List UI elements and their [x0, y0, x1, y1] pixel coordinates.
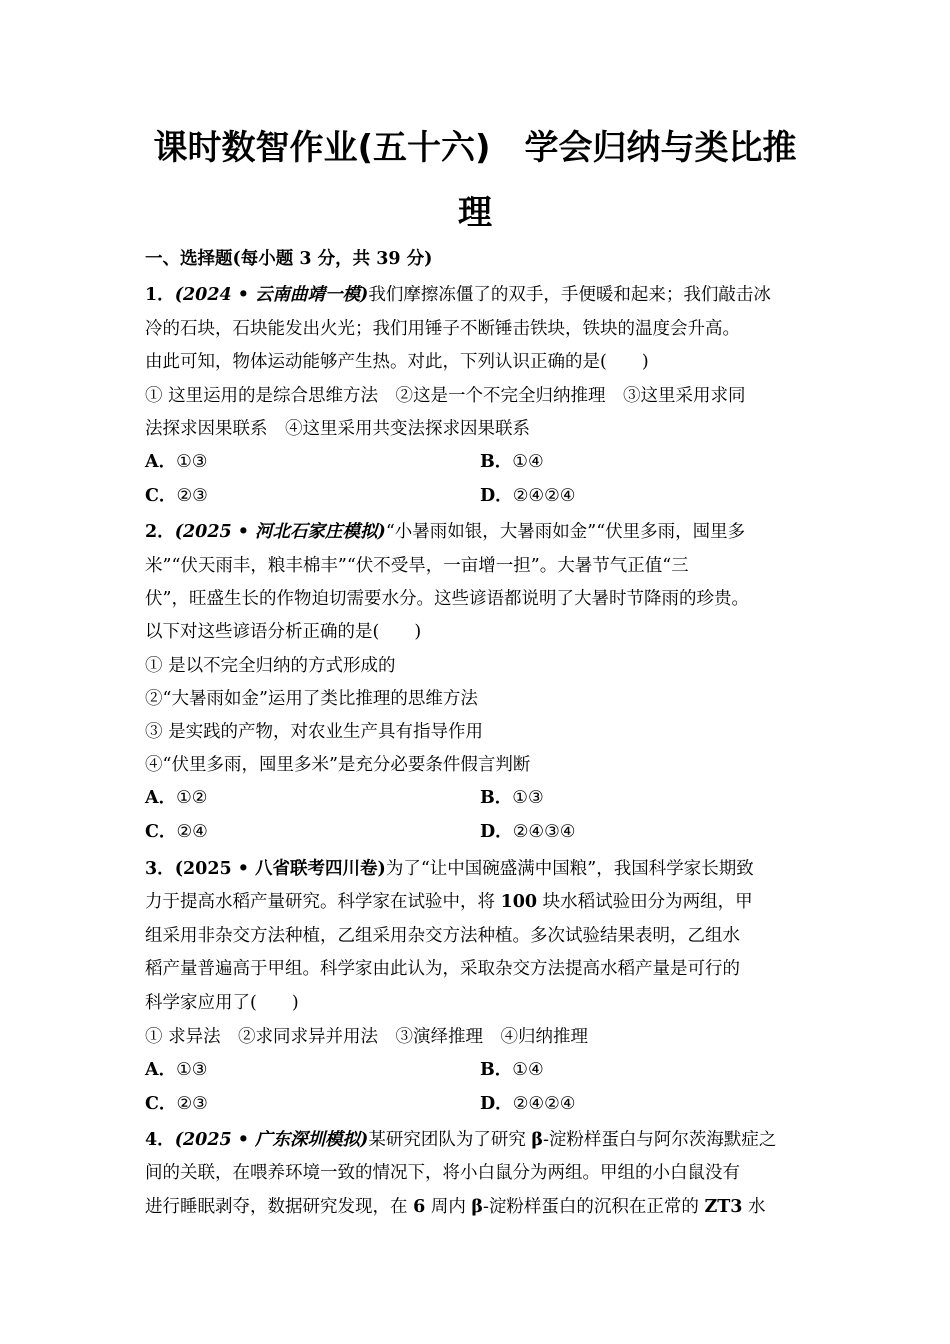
question-2-statement-3: ③ 是实践的产物，对农业生产具有指导作用 [145, 722, 484, 742]
option-text: ②④②④ [512, 1094, 576, 1114]
question-2-option-b[interactable] [480, 787, 544, 809]
question-3-option-a[interactable] [145, 1059, 207, 1081]
stem-number: 100 [500, 892, 538, 912]
option-text: ①④ [512, 1060, 544, 1080]
question-number: 3． [145, 859, 175, 879]
question-number: 1． [145, 285, 175, 305]
stem-text: -淀粉样蛋白的沉积在正常的 [483, 1197, 705, 1217]
question-2-line-3: 伏”，旺盛生长的作物迫切需要水分。这些谚语都说明了大暑时节降雨的珍贵。 [145, 589, 749, 609]
question-source: (2025 • 广东深圳模拟) [174, 1130, 369, 1150]
question-3-line-3: 组采用非杂交方法种植，乙组采用杂交方法种植。多次试验结果表明，乙组水 [145, 926, 740, 946]
option-text: ①④ [512, 452, 544, 472]
question-2-line-2: 米”“伏天雨丰，粮丰棉丰”“伏不受旱，一亩增一担”。大暑节气正值“三 [145, 556, 689, 576]
question-number: 2． [145, 522, 175, 542]
option-label: C． [145, 1094, 177, 1114]
question-3-option-b[interactable] [480, 1059, 544, 1081]
question-3-line-2 [145, 891, 753, 913]
question-stem: 我们摩擦冻僵了的双手，手便暖和起来；我们敲击冰 [368, 285, 771, 305]
option-label: B． [480, 452, 513, 472]
option-label: A． [145, 788, 177, 808]
option-text: ②④ [176, 822, 208, 842]
question-1-statements-2: 法探求因果联系 ④这里采用共变法探求因果联系 [145, 419, 530, 439]
option-text: ②④③④ [512, 822, 576, 842]
stem-text: 周内 [425, 1197, 472, 1217]
question-3-statements: ① 求异法 ②求同求异并用法 ③演绎推理 ④归纳推理 [145, 1027, 589, 1047]
option-text: ①③ [512, 788, 544, 808]
question-3-line-1 [145, 858, 754, 880]
question-2-statement-2: ②“大暑雨如金”运用了类比推理的思维方法 [145, 689, 478, 709]
option-label: C． [145, 822, 177, 842]
question-4-line-3 [145, 1196, 766, 1218]
option-label: A． [145, 452, 177, 472]
question-3-option-c[interactable] [145, 1093, 208, 1115]
option-text: ①③ [176, 452, 208, 472]
question-1-line-1 [145, 284, 771, 306]
question-2-option-c[interactable] [145, 821, 208, 843]
question-3-option-d[interactable] [480, 1093, 575, 1115]
question-source: (2024 • 云南曲靖一模) [174, 285, 369, 305]
option-label: A． [145, 1060, 177, 1080]
question-2-option-a[interactable] [145, 787, 207, 809]
stem-code: ZT3 [704, 1197, 743, 1217]
page-title: 课时数智作业(五十六) 学会归纳与类比推 [153, 128, 797, 168]
option-text: ①② [176, 788, 208, 808]
question-stem: 为了“让中国碗盛满中国粮”，我国科学家长期致 [385, 859, 754, 879]
question-1-line-2: 冷的石块，石块能发出火光；我们用锤子不断锤击铁块，铁块的温度会升高。 [145, 319, 740, 339]
question-2-option-d[interactable] [480, 821, 575, 843]
question-3-line-4: 稻产量普遍高于甲组。科学家由此认为，采取杂交方法提高水稻产量是可行的 [145, 959, 740, 979]
stem-symbol: β [471, 1197, 484, 1217]
question-1-line-3: 由此可知，物体运动能够产生热。对此，下列认识正确的是( ) [145, 352, 649, 372]
question-stem: “小暑雨如银，大暑雨如金”“伏里多雨，囤里多 [385, 522, 746, 542]
stem-text: -淀粉样蛋白与阿尔茨海默症之 [543, 1130, 777, 1150]
option-label: C． [145, 486, 177, 506]
page-title-continued: 理 [458, 193, 492, 233]
question-source: (2025 • 八省联考四川卷) [174, 859, 386, 879]
stem-symbol: β [531, 1130, 544, 1150]
question-source: (2025 • 河北石家庄模拟) [174, 522, 386, 542]
question-1-option-d[interactable] [480, 485, 575, 507]
question-3-line-5: 科学家应用了( ) [145, 993, 299, 1013]
question-1-option-a[interactable] [145, 451, 207, 473]
stem-text: 进行睡眠剥夺，数据研究发现，在 [145, 1197, 414, 1217]
question-2-statement-1: ① 是以不完全归纳的方式形成的 [145, 656, 396, 676]
option-label: B． [480, 1060, 513, 1080]
stem-text: 块水稻试验田分为两组，甲 [537, 892, 753, 912]
option-text: ①③ [176, 1060, 208, 1080]
question-1-statements-1: ① 这里运用的是综合思维方法 ②这是一个不完全归纳推理 ③这里采用求同 [145, 386, 746, 406]
option-label: D． [480, 486, 513, 506]
option-label: D． [480, 1094, 513, 1114]
question-1-option-b[interactable] [480, 451, 544, 473]
question-4-line-2: 间的关联，在喂养环境一致的情况下，将小白鼠分为两组。甲组的小白鼠没有 [145, 1163, 740, 1183]
stem-text: 力于提高水稻产量研究。科学家在试验中，将 [145, 892, 501, 912]
question-1-option-c[interactable] [145, 485, 208, 507]
question-2-line-1 [145, 521, 745, 543]
stem-number: 6 [413, 1197, 426, 1217]
option-text: ②③ [176, 486, 208, 506]
stem-text: 水 [742, 1197, 766, 1217]
question-2-statement-4: ④“伏里多雨，囤里多米”是充分必要条件假言判断 [145, 755, 531, 775]
option-label: D． [480, 822, 513, 842]
section-heading: 一、选择题(每小题 3 分，共 39 分) [145, 249, 433, 269]
option-label: B． [480, 788, 513, 808]
option-text: ②③ [176, 1094, 208, 1114]
question-4-line-1 [145, 1129, 776, 1151]
question-2-line-4: 以下对这些谚语分析正确的是( ) [145, 622, 422, 642]
stem-text: 某研究团队为了研究 [368, 1130, 532, 1150]
option-text: ②④②④ [512, 486, 576, 506]
question-number: 4． [145, 1130, 175, 1150]
